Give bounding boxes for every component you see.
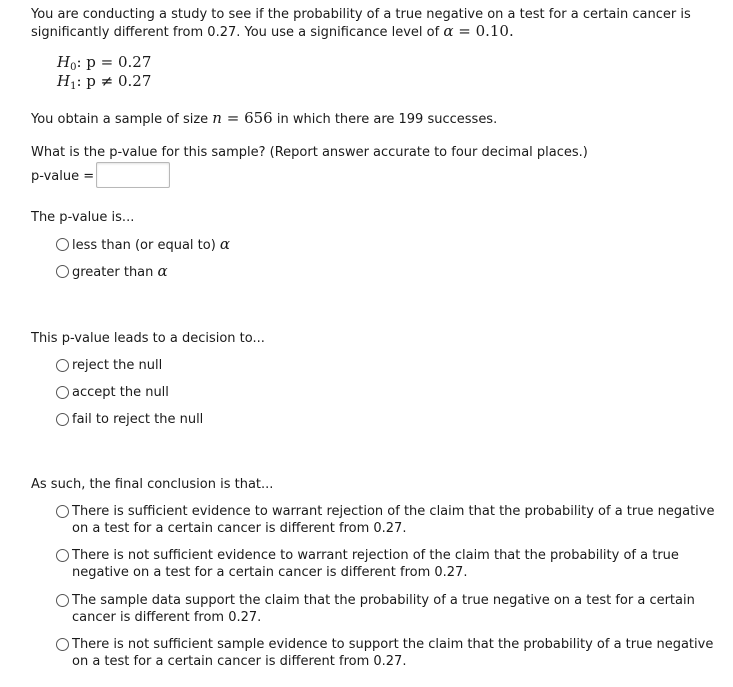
option-conclusion-3[interactable] — [56, 592, 716, 626]
intro-text: You are conducting a study to see if the probability of a true negative on a test for a certain cancer is significantly different from 0.27. You use a significance level of — [31, 7, 691, 40]
alpha-value: 0.10 — [475, 22, 509, 40]
alpha-symbol: α — [157, 262, 168, 280]
option-label: less than (or equal to) α — [72, 235, 231, 253]
h0-subscript: 0 — [70, 62, 77, 73]
option-label: reject the null — [72, 358, 163, 373]
h0-expression: : p = 0.27 — [76, 53, 152, 71]
n-value: 656 — [244, 109, 273, 127]
pvalue-question: What is the p-value for this sample? (Report answer accurate to four decimal places.) — [31, 145, 588, 160]
option-less-than-alpha[interactable] — [56, 236, 230, 254]
option-reject-null[interactable] — [56, 357, 162, 374]
option-label: accept the null — [72, 385, 169, 400]
pvalue-input-label: p-value = — [31, 169, 95, 184]
option-label: fail to reject the null — [72, 412, 204, 427]
n-equals: = — [221, 109, 245, 127]
option-accept-null[interactable] — [56, 384, 169, 401]
radio-button[interactable] — [56, 359, 69, 372]
alternative-hypothesis — [57, 72, 151, 96]
alpha-equals: = — [453, 22, 476, 40]
h1-label: H — [57, 72, 71, 90]
option-label: There is not sufficient sample evidence to support the claim that the probability of a true negative on a test for a certain cancer is different from 0.27. — [72, 637, 714, 669]
option-conclusion-1[interactable] — [56, 503, 716, 537]
pvalue-compare-prompt: The p-value is... — [31, 210, 135, 225]
option-label: The sample data support the claim that the probability of a true negative on a test for a certain cancer is different from 0.27. — [72, 593, 695, 625]
option-greater-than-alpha[interactable] — [56, 263, 168, 281]
decision-prompt: This p-value leads to a decision to... — [31, 331, 265, 346]
option-conclusion-2[interactable] — [56, 547, 716, 581]
radio-button[interactable] — [56, 265, 69, 278]
problem-intro — [31, 6, 711, 41]
sample-text-after: in which there are 199 successes. — [272, 112, 498, 127]
radio-button[interactable] — [56, 386, 69, 399]
radio-button[interactable] — [56, 594, 69, 607]
sample-text-before: You obtain a sample of size — [31, 112, 213, 127]
conclusion-prompt: As such, the final conclusion is that... — [31, 477, 274, 492]
sample-description — [31, 109, 497, 127]
radio-button[interactable] — [56, 413, 69, 426]
intro-period: . — [508, 22, 514, 40]
h0-label: H — [57, 53, 71, 71]
radio-button[interactable] — [56, 505, 69, 518]
radio-button[interactable] — [56, 238, 69, 251]
alpha-symbol: α — [443, 22, 454, 40]
option-label: greater than α — [72, 262, 168, 280]
option-fail-to-reject-null[interactable] — [56, 411, 203, 428]
radio-button[interactable] — [56, 549, 69, 562]
pvalue-input[interactable] — [96, 162, 170, 188]
option-label: There is not sufficient evidence to warrant rejection of the claim that the probability of a true negative on a test for a certain cancer is different from 0.27. — [72, 548, 679, 580]
h1-subscript: 1 — [70, 81, 77, 92]
option-conclusion-4[interactable] — [56, 636, 716, 670]
option-label: There is sufficient evidence to warrant rejection of the claim that the probability of a true negative on a test for a certain cancer is different from 0.27. — [72, 504, 715, 536]
n-symbol: n — [212, 109, 222, 127]
radio-button[interactable] — [56, 638, 69, 651]
alpha-symbol: α — [219, 235, 231, 253]
h1-expression: : p ≠ 0.27 — [76, 72, 152, 90]
